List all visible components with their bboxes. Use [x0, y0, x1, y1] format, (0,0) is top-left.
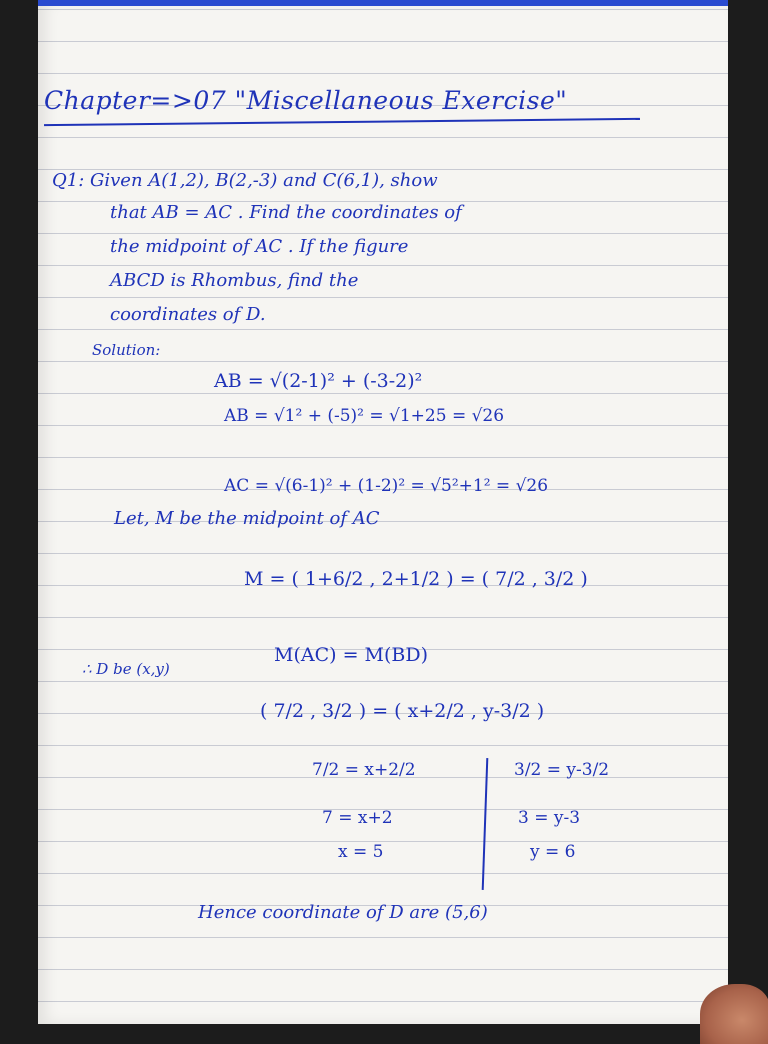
- coordinate-equation: ( 7/2 , 3/2 ) = ( x+2/2 , y-3/2 ): [260, 700, 545, 722]
- question-line-3: the midpoint of AC . If the figure: [110, 236, 409, 257]
- ab-result: AB = √1² + (-5)² = √1+25 = √26: [224, 406, 505, 426]
- chapter-heading: Chapter=>07 "Miscellaneous Exercise": [44, 86, 568, 115]
- x-step-2: 7 = x+2: [322, 808, 393, 828]
- midpoint-equation: M = ( 1+6/2 , 2+1/2 ) = ( 7/2 , 3/2 ): [244, 568, 588, 590]
- final-answer: Hence coordinate of D are (5,6): [198, 902, 488, 923]
- y-step-3: y = 6: [530, 842, 576, 862]
- solution-label: Solution:: [92, 341, 161, 359]
- ac-result: AC = √(6-1)² + (1-2)² = √5²+1² = √26: [224, 476, 549, 496]
- y-step-2: 3 = y-3: [518, 808, 581, 828]
- ab-formula: AB = √(2-1)² + (-3-2)²: [214, 370, 423, 392]
- y-step-1: 3/2 = y-3/2: [514, 760, 610, 780]
- question-line-2: that AB = AC . Find the coordinates of: [110, 202, 462, 223]
- let-d: ∴ D be (x,y): [82, 660, 170, 678]
- midpoint-equality: M(AC) = M(BD): [274, 644, 429, 666]
- page-top-edge: [38, 0, 728, 6]
- heading-underline: [44, 118, 640, 126]
- x-step-1: 7/2 = x+2/2: [312, 760, 416, 780]
- column-divider: [482, 758, 489, 890]
- question-line-4: ABCD is Rhombus, find the: [110, 270, 359, 291]
- notebook-page: [38, 0, 728, 1024]
- question-line-5: coordinates of D.: [110, 304, 266, 325]
- x-step-3: x = 5: [338, 842, 384, 862]
- let-midpoint: Let, M be the midpoint of AC: [114, 508, 380, 529]
- finger: [700, 984, 768, 1044]
- question-line-1: Q1: Given A(1,2), B(2,-3) and C(6,1), show: [52, 170, 438, 191]
